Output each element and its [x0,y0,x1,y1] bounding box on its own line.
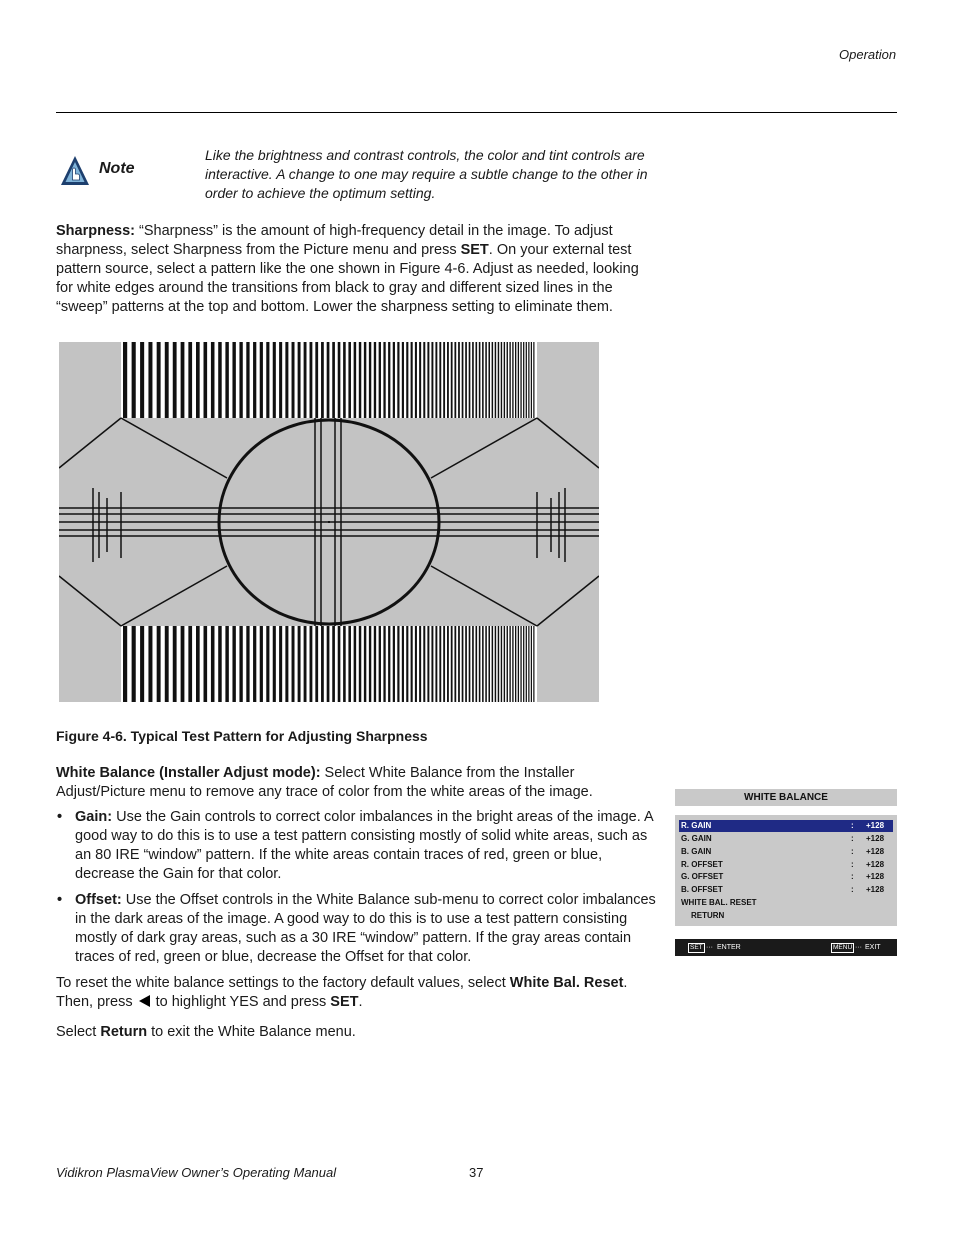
figure-caption: Figure 4-6. Typical Test Pattern for Adjusting Sharpness [56,728,428,744]
osd-item-label: R. GAIN [681,821,712,830]
osd-menu-item-g-gain[interactable] [679,833,893,845]
osd-menu-item-g-offset[interactable] [679,871,893,883]
menu-key-icon: MENU [833,944,853,951]
sharpness-text: “Sharpness” is the amount of high-frequency detail in the image. To adjust sharpness, select Sharpness from the Picture menu and press [56,223,613,258]
osd-item-value: +128 [866,872,885,881]
set-keyword: SET [330,994,359,1010]
reset-text-cont: to highlight YES and press [151,994,331,1010]
osd-item-value: +128 [866,821,885,830]
osd-item-value: +128 [866,834,885,843]
exit-label: EXIT [865,944,881,951]
osd-menu-item-b-offset[interactable] [679,884,893,896]
left-arrow-icon [139,995,150,1007]
section-label: Operation [839,47,897,62]
sharpness-paragraph [56,222,654,317]
white-balance-bullets [56,808,656,974]
white-balance-paragraph [56,764,616,802]
list-item [56,891,656,967]
osd-menu-item-return[interactable] [679,910,893,922]
set-keyword: SET [460,242,489,258]
osd-menu-footer [675,939,897,956]
reset-text-end: . [358,994,363,1010]
return-term: Return [100,1024,148,1040]
white-balance-term: White Balance (Installer Adjust mode): [56,765,321,781]
osd-menu-item-r-offset[interactable] [679,859,893,871]
osd-item-colon: : [851,821,854,830]
header-rule [56,112,897,113]
osd-item-colon: : [851,872,854,881]
note-text: Like the brightness and contrast controls, the color and tint controls are interactive. A change to one may require a subtle change to the other in order to achieve the optimum setting. [205,147,648,201]
offset-text: Use the Offset controls in the White Balance sub-menu to correct color imbalances in the dark areas of the image. A good way to do this is to use a test pattern consisting mostly of dark gray areas, such as a 30 IRE “window” pattern. If the gray areas contain traces of red, green or blue, decrease the Offset for that color. [75,892,656,965]
osd-item-colon: : [851,860,854,869]
return-paragraph [56,1023,654,1042]
white-bal-reset-term: White Bal. Reset [509,975,624,991]
reset-paragraph [56,974,654,1012]
osd-menu-title: WHITE BALANCE [675,789,897,806]
pattern-center-dot [328,521,330,523]
osd-item-colon: : [851,847,854,856]
osd-item-label: B. GAIN [681,847,712,856]
osd-dots: ··· [855,944,862,951]
enter-label: ENTER [717,944,741,951]
osd-item-value: +128 [866,885,885,894]
offset-term: Offset: [75,892,122,908]
sweep-pattern-top [121,342,537,418]
osd-menu-item-b-gain[interactable] [679,846,893,858]
set-key-icon: SET [690,944,703,951]
osd-item-label: WHITE BAL. RESET [681,898,757,907]
osd-item-label: G. OFFSET [681,872,724,881]
white-balance-text: Select White Balance from the Installer Adjust/Picture menu to remove any trace of color from the white areas of the image. [56,765,593,800]
reset-text: To reset the white balance settings to the factory default values, select [56,975,510,991]
osd-menu-item-white-bal-reset[interactable] [679,897,893,909]
sharpness-term: Sharpness: [56,223,135,239]
gain-text: Use the Gain controls to correct color imbalances in the bright areas of the image. A good way to do this is to use a test pattern consisting mostly of solid white areas, such as an 80 IRE “window” pattern. If the white areas contain traces of red, green or blue, decrease the Gain for that color. [75,809,653,882]
sharpness-text-cont: . On your external test pattern source, select a pattern like the one shown in Figure 4-6. Adjust as needed, looking for white edges around the transitions from black to gray and different sized lines in the “sweep” patterns at the top and bottom. Lower the sharpness setting to eliminate them. [56,242,639,315]
return-text: Select [56,1024,101,1040]
note-pointing-hand-icon [60,155,90,187]
page-number: 37 [469,1165,484,1180]
osd-item-label: RETURN [691,911,725,920]
manual-title: Vidikron PlasmaView Owner’s Operating Manual [56,1165,337,1180]
note-label: Note [99,160,135,177]
osd-item-label: R. OFFSET [681,860,723,869]
osd-item-colon: : [851,885,854,894]
sweep-pattern-bottom [121,626,537,702]
osd-dots: ··· [706,944,713,951]
return-text-cont: to exit the White Balance menu. [147,1024,356,1040]
osd-item-value: +128 [866,847,885,856]
osd-item-label: B. OFFSET [681,885,723,894]
list-item [56,808,656,884]
gain-term: Gain: [75,809,113,825]
osd-menu-panel [675,815,897,926]
sharpness-test-pattern-image [59,342,599,702]
osd-item-colon: : [851,834,854,843]
osd-menu-item-r-gain[interactable] [679,820,893,832]
osd-item-value: +128 [866,860,885,869]
reset-text-cont: . Then, press [56,975,628,1010]
osd-item-label: G. GAIN [681,834,712,843]
